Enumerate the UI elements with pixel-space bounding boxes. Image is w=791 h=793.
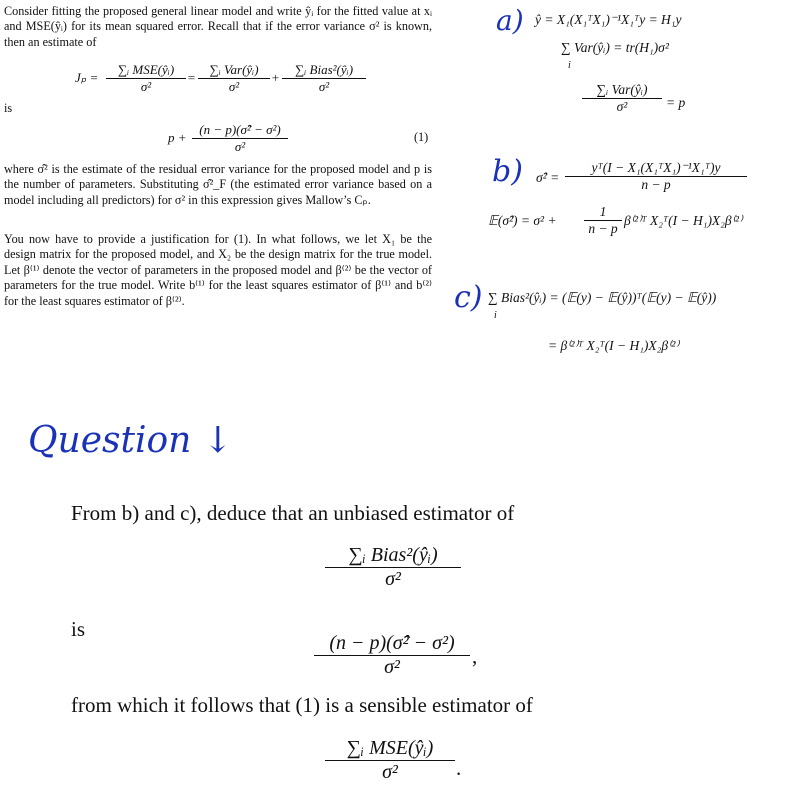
variance-fraction [314,632,470,679]
part-b-num1: yᵀ(I − X₁(X₁ᵀX₁)⁻¹X₁ᵀ)y [591,160,721,175]
part-a-line1: ŷ = X₁(X₁ᵀX₁)⁻¹X₁ᵀy = H₁y [535,12,682,27]
comma: , [472,644,478,668]
part-b-fraction2 [584,204,622,237]
bias-fraction-den: σ² [325,567,461,591]
jp-num-mse: ∑ᵢ MSE(ŷᵢ) [117,62,175,77]
part-b-den2: n − p [584,220,622,237]
jp-equals: = [187,70,196,85]
is-word-top: is [4,101,13,115]
part-b-num2: 1 [599,204,607,219]
question-is-word: is [71,617,86,641]
part-b-label: b) [492,154,523,189]
part-c-line1: ∑ Bias²(ŷᵢ) = (𝔼(y) − 𝔼(ŷ))ᵀ(𝔼(y) − 𝔼(ŷ)) [488,290,717,305]
question-label: Question ↓ [28,420,233,461]
variance-fraction-num: (n − p)(σ̂² − σ²) [329,632,455,654]
part-c-line1-sub: i [494,310,497,321]
jp-fraction-mse [106,62,186,95]
jp-den-var: σ² [198,78,270,95]
jp-den-mse: σ² [106,78,186,95]
jp-fraction-var [198,62,270,95]
jp-plus: + [271,70,280,85]
intro-paragraph: Consider fitting the proposed general linear model and write ŷᵢ for the fitted value at xᵢ and MSE(ŷᵢ) for its mean squared error. Recall that if the error variance σ² is known, then an estimate of [4,4,432,49]
part-b-den1: n − p [565,176,747,193]
mse-fraction [325,737,455,784]
part-a-rhs: = p [666,95,686,110]
jp-lhs: Jₚ = [75,70,99,85]
part-a-den: σ² [582,98,662,115]
part-b-line2-rhs: β⁽²⁾ᵀ X₂ᵀ(I − H₁)X₂β⁽²⁾ [624,213,743,228]
estimator-den: σ² [192,138,288,155]
bias-fraction [325,544,461,591]
justification-paragraph: You now have to provide a justification for (1). In what follows, we let X₁ be the design matrix for the proposed model, and X₂ be the design matrix for the true model. Let β⁽¹⁾ denote the vector of parameters in the proposed model and β⁽²⁾ be the vector of parameters for the true model. Write b⁽¹⁾ for the least squares estimator of β⁽¹⁾ and b⁽²⁾ for the least squares estimator of β⁽²⁾. [4,232,432,308]
equation-label: (1) [414,130,429,144]
estimator-prefix: p + [168,130,187,145]
question-prompt: From b) and c), deduce that an unbiased estimator of [71,501,515,525]
part-a-fraction [582,82,662,115]
estimator-num: (n − p)(σ̂² − σ²) [199,122,281,137]
bias-fraction-num: ∑ᵢ Bias²(ŷᵢ) [348,544,438,566]
mse-fraction-den: σ² [325,760,455,784]
jp-fraction-bias [282,62,366,95]
variance-fraction-den: σ² [314,655,470,679]
part-b-fraction1 [565,160,747,193]
estimator-fraction [192,122,288,155]
part-c-line2: = β⁽²⁾ᵀ X₂ᵀ(I − H₁)X₂β⁽²⁾ [548,338,679,353]
jp-den-bias: σ² [282,78,366,95]
part-a-num: ∑ᵢ Var(ŷᵢ) [596,82,648,97]
mse-fraction-num: ∑ᵢ MSE(ŷᵢ) [346,737,434,759]
jp-num-bias: ∑ᵢ Bias²(ŷᵢ) [294,62,354,77]
part-a-line2-sub: i [568,60,571,71]
part-a-line2: ∑ Var(ŷᵢ) = tr(H₁)σ² [561,40,669,55]
part-c-label: c) [454,280,483,315]
where-paragraph: where σ̂² is the estimate of the residual error variance for the proposed model and p is the number of parameters. Substituting σ̂²_F (the estimated error variance based on a model including all predictors) for σ² in this expression gives Mallow’s Cₚ. [4,162,432,207]
period: . [456,756,462,780]
part-b-line2-lhs: 𝔼(σ̂²) = σ² + [488,213,557,228]
follow-text: from which it follows that (1) is a sensible estimator of [71,693,533,717]
part-a-label: a) [496,4,524,37]
part-b-line1-lhs: σ̂² = [536,170,560,185]
jp-num-var: ∑ᵢ Var(ŷᵢ) [209,62,259,77]
